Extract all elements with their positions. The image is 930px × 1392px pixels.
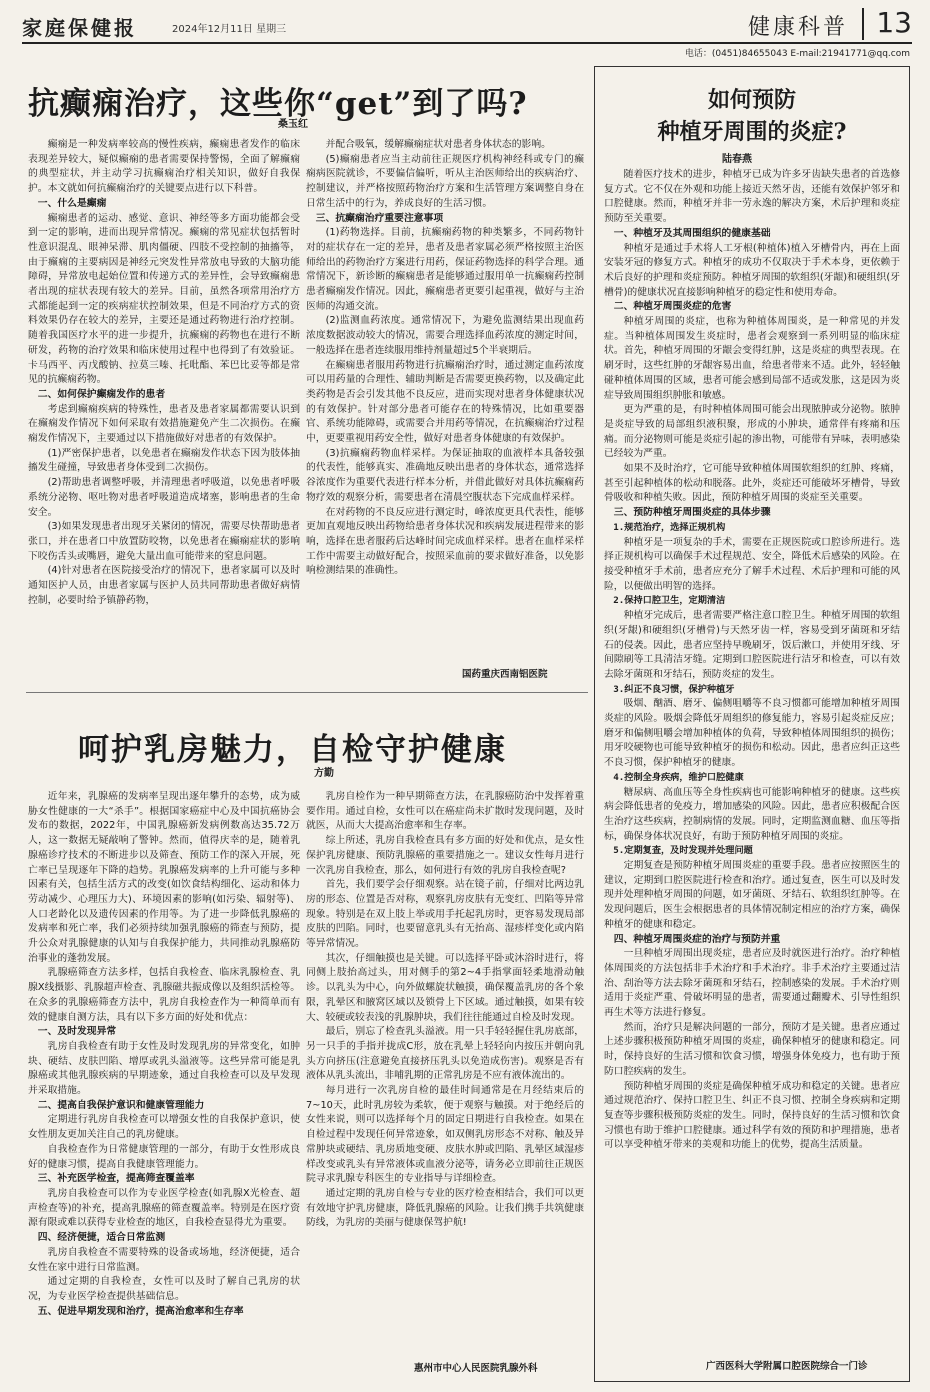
section-divider	[862, 8, 864, 40]
section-heading: 5.定期复查，及时发现并处理问题	[613, 845, 753, 857]
section-heading: 2.保持口腔卫生，定期清洁	[613, 595, 726, 607]
paragraph: 种植牙完成后，患者需要严格注意口腔卫生。种植牙周围的软组织(牙龈)和硬组织(牙槽骨)与天然牙齿一样，容易受到牙菌斑和牙结石的侵袭。因此，患者应坚持早晚刷牙，饭后漱口，并使用牙线、牙间隙刷等工具清洁牙缝。定期到口腔医院进行洁牙和检查，可以有效去除牙菌斑和牙结石，预防炎症的发生。	[604, 610, 900, 680]
article3-affiliation: 广西医科大学附属口腔医院综合一门诊	[706, 1361, 868, 1372]
section-heading: 1.规范治疗，选择正规机构	[613, 521, 726, 533]
paragraph: 然而，治疗只是解决问题的一部分，预防才是关键。患者应通过上述步骤积极预防种植牙周围的炎症，确保种植牙的健康和稳定。同时，保持良好的生活习惯和饮食习惯，增强身体免疫力，也有助于预防口腔疾病的发生。	[604, 1021, 900, 1077]
paragraph: 近年来，乳腺癌的发病率呈现出逐年攀升的态势，成为威胁女性健康的一大“杀手”。根据国家癌症中心及中国抗癌协会发布的数据，2022年，中国乳腺癌新发病例数高达35.72万人，这一数据无疑敲响了警钟。然而，值得庆幸的是，随着乳腺癌诊疗技术的不断进步以及筛查、预防工作的深入开展，死亡率已呈现逐年下降的趋势。乳腺癌发病率的上升可能与多种因素有关，包括生活方式的改变(如饮食结构细化、运动和体力劳动减少、心理压力大)、环境因素的影响(如污染、辐射等)、人口老龄化以及遗传因素的作用等。为了进一步降低乳腺癌的发病率和死亡率，我们必须持续加强乳腺癌的筛查与预防，提升公众对乳腺健康的认知与自我保护能力，共同推动乳腺癌防治事业的蓬勃发展。	[28, 791, 300, 964]
section-heading: 三、补充医学检查，提高筛查覆盖率	[37, 1173, 195, 1185]
article1-column-1	[28, 138, 300, 685]
paragraph: (2)帮助患者调整呼吸，并清理患者呼吸道，以免患者呼吸系统分泌物、呕吐物对患者呼吸道造成堵塞，影响患者的生命安全。	[28, 477, 300, 518]
paragraph: (3)如果发现患者出现牙关紧闭的情况，需要尽快帮助患者张口，并在患者口中放置防咬物，以免患者在癫痫症状的影响下咬伤舌头或嘴唇，避免大量出血可能带来的窒息问题。	[28, 521, 300, 562]
paragraph: 乳房自我检查可以作为专业医学检查(如乳腺X光检查、超声检查等)的补充，提高乳腺癌的筛查覆盖率。特别是在医疗资源有限或难以获得专业检查的地区，自我检查显得尤为重要。	[28, 1187, 300, 1229]
paragraph: 每月进行一次乳房自检的最佳时间通常是在月经结束后的7~10天，此时乳房较为柔软，便于观察与触摸。对于绝经后的女性来说，则可以选择每个月的固定日期进行自我检查。如果在自检过程中发现任何异常迹象，如双侧乳房形态不对称、触及异常肿块或硬结、乳房质地变硬、皮肤水肿或凹陷、乳晕区域湿疹样改变或乳头有异常液体或血液分泌等，请务必立即前往正规医院寻求乳腺专科医生的专业指导与详细检查。	[306, 1085, 584, 1185]
paragraph: 如果不及时治疗，它可能导致种植体周围软组织的红肿、疼痛，甚至引起种植体的松动和脱落。此外，炎症还可能破坏牙槽骨，导致骨吸收和种植失败。因此，预防种植牙周围的炎症至关重要。	[604, 463, 900, 504]
paragraph: 定期复查是预防种植牙周围炎症的重要手段。患者应按照医生的建议，定期到口腔医院进行检查和治疗。通过复查，医生可以及时发现并处理种植牙周围的问题，如牙菌斑、牙结石、软组织红肿等。在发现问题后，医生会根据患者的具体情况制定相应的治疗方案，确保种植牙的健康和稳定。	[604, 860, 900, 930]
article3-title-line1: 如何预防	[707, 87, 796, 113]
paragraph: 癫痫是一种发病率较高的慢性疾病，癫痫患者发作的临床表现差异较大，疑似癫痫的患者需要保持警惕，全面了解癫痫的典型症状，并主动学习抗癫痫治疗相关知识，做好自我保护。本文就如何抗癫痫治疗的关键要点进行以下科普。	[28, 139, 300, 195]
paragraph: 种植牙是一项复杂的手术，需要在正规医院或口腔诊所进行。选择正规机构可以确保手术过程规范、安全，降低术后感染的风险。在接受种植牙手术前，患者应充分了解手术过程、术后护理和可能的风险，以便做出明智的选择。	[604, 536, 900, 592]
paragraph: 在癫痫患者服用药物进行抗癫痫治疗时，通过测定血药浓度可以用药量的合理性、辅助判断是否需要更换药物，以及确定此类药物是否会引发其他不良反应，进而实现对患者身体健康状况的有效保护。针对部分患者可能存在的特殊情况，比如重要器官、系统功能障碍，或需要合并用药等情况，在抗癫痫治疗过程中，更要重视用药安全性，做好对患者身体健康的有效保护。	[306, 359, 584, 445]
paragraph: (1)严密保护患者，以免患者在癫痫发作状态下因为肢体抽搐发生碰撞，导致患者身体受到二次损伤。	[28, 447, 300, 474]
paragraph: 乳房自检作为一种早期筛查方法，在乳腺癌防治中发挥着重要作用。通过自检，女性可以在癌症尚未扩散时发现问题，及时就医，从而大大提高治愈率和生存率。	[306, 791, 584, 832]
paragraph: 在对药物的不良反应进行测定时，峰浓度更具代表性，能够更加直观地反映出药物给患者身体状况和疾病发展进程带来的影响，选择在患者服药后达峰时间完成血样采样。患者在血样采样工作中需要主动做好配合，按照采血前的要求做好准备，以免影响检测结果的准确性。	[306, 506, 584, 577]
article-separator	[26, 692, 588, 693]
paragraph: 糖尿病、高血压等全身性疾病也可能影响种植牙的健康。这些疾病会降低患者的免疫力，增加感染的风险。因此，患者应积极配合医生治疗这些疾病，控制病情的发展。同时，定期监测血糖、血压等指标，确保身体状况良好，有助于预防种植牙周围的炎症。	[604, 786, 900, 842]
paragraph: (4)针对患者在医院接受治疗的情况下，患者家属可以及时通知医护人员，由患者家属与医护人员共同帮助患者做好病情控制，必要时给予镇静药物，	[28, 565, 300, 606]
article1-author: 桑玉红	[278, 119, 308, 130]
paragraph: 定期进行乳房自我检查可以增强女性的自我保护意识，使女性朋友更加关注自己的乳房健康。	[28, 1114, 300, 1141]
section-heading: 3.纠正不良习惯，保护种植牙	[613, 683, 735, 695]
paragraph: 吸烟、酗酒、磨牙、偏侧咀嚼等不良习惯都可能增加种植牙周围炎症的风险。吸烟会降低牙周组织的修复能力，容易引起炎症反应；磨牙和偏侧咀嚼会增加种植体的负荷，导致种植体周围组织的损伤；用牙咬硬物也可能导致种植牙的损伤和松动。因此，患者应纠正这些不良习惯，保护种植牙的健康。	[604, 698, 900, 769]
newspaper-name: 家庭保健报	[22, 16, 137, 40]
article3-body	[604, 168, 900, 1348]
section-heading: 4.控制全身疾病，维护口腔健康	[613, 771, 744, 783]
paragraph: 自我检查作为日常健康管理的一部分，有助于女性形成良好的健康习惯，提高自我健康管理能力。	[28, 1143, 300, 1170]
section-heading: 一、种植牙及其周围组织的健康基础	[613, 227, 771, 239]
masthead	[22, 8, 912, 42]
contact-info: 电话：(0451)84655043 E-mail:21941771@qq.com	[684, 49, 910, 59]
paragraph: 种植牙是通过手术将人工牙根(种植体)植入牙槽骨内，再在上面安装牙冠的修复方式。种植牙的成功不仅取决于手术本身，更依赖于术后良好的护理和炎症预防。种植牙周围的软组织(牙龈)和硬组织(牙槽骨)的健康状况直接影响种植牙的稳定性和使用寿命。	[604, 242, 900, 298]
article2-title: 呵护乳房魅力，自检守护健康	[78, 732, 507, 768]
paragraph: 通过定期的自我检查，女性可以及时了解自己乳房的状况，为专业医学检查提供基础信息。	[28, 1276, 300, 1302]
paragraph: 种植牙周围的炎症，也称为种植体周围炎，是一种常见的并发症。当种植体周围发生炎症时，患者会观察到一系列明显的临床症状。首先，种植牙周围的牙龈会变得红肿，这是炎症的典型表现。在刷牙时，这些红肿的牙龈容易出血，给患者带来不适。此外，轻轻触碰种植体周围的区域，患者可能会感到局部不适或发胀，这是因为炎症导致周围组织肿胀和敏感。	[604, 316, 900, 401]
section-heading: 三、预防种植牙周围炎症的具体步骤	[613, 507, 771, 519]
paragraph: 一旦种植牙周围出现炎症，患者应及时就医进行治疗。治疗种植体周围炎的方法包括非手术治疗和手术治疗。非手术治疗主要通过洁治、刮治等方法去除牙菌斑和牙结石，控制感染的发展。手术治疗则适用于炎症严重、骨破坏明显的患者，需要通过翻瓣术、引导性组织再生术等方法进行修复。	[604, 948, 900, 1019]
paragraph: 乳房自我检查有助于女性及时发现乳房的异常变化，如肿块、硬结、皮肤凹陷、增厚或乳头溢液等。这些异常可能是乳腺癌或其他乳腺疾病的早期迹象，通过自我检查可以及早发现并采取措施。	[28, 1040, 300, 1097]
masthead-rule	[22, 42, 912, 44]
paragraph: 预防种植牙周围的炎症是确保种植牙成功和稳定的关键。患者应通过规范治疗、保持口腔卫生、纠正不良习惯、控制全身疾病和定期复查等步骤积极预防炎症的发生。同时，保持良好的生活习惯和饮食习惯也有助于维护口腔健康。通过科学有效的预防和护理措施，患者可以享受种植牙带来的美观和功能上的优势，提高生活质量。	[604, 1080, 900, 1151]
paragraph: 首先，我们要学会仔细观察。站在镜子前，仔细对比两边乳房的形态、位置是否对称，观察乳房皮肤有无变红、凹陷等异常现象。特别是在双上肢上举或用手托起乳房时，更容易发现局部皮肤的凹陷。同时，也要留意乳头有无抬高、湿疹样变化或内陷等异常情况。	[306, 879, 584, 950]
paragraph: 通过定期的乳房自检与专业的医疗检查相结合，我们可以更有效地守护乳房健康，降低乳腺癌的风险。让我们携手共筑健康防线，为乳房的美丽与健康保驾护航!	[306, 1187, 584, 1229]
paragraph: 考虑到癫痫疾病的特殊性，患者及患者家属都需要认识到在癫痫发作情况下如何采取有效措施避免产生二次损伤。在癫痫发作情况下，主要通过以下措施做好对患者的有效保护。	[28, 403, 300, 445]
paragraph: 并配合吸氧，缓解癫痫症状对患者身体状态的影响。	[325, 139, 551, 150]
paragraph: 癫痫患者的运动、感觉、意识、神经等多方面功能都会受到一定的影响，进而出现异常情况。癫痫的常见症状包括暂时性意识混乱、眼神呆滞、肌肉僵硬、四肢不受控制的抽搐等，由于癫痫的主要病因是神经元突发性异常放电导致的大脑功能障碍，异常放电起始位置和传递方式的差异性，会导致癫痫患者出现的症状表现有较大的差异。目前，虽然各项常用治疗方式都能起到一定的疾病症状控制效果，但是不同治疗方式的资料效果仍存在较大的差异，主要还是通过药物进行治疗控制。随着我国医疗水平的进一步提升，抗癫痫的药物也在进行不断研发，药物的治疗效果和临床使用过程中也得到了有效验证。卡马西平、丙戊酸钠、拉莫三嗪、托吡酯、苯巴比妥等都是常见的抗癫痫药物。	[28, 212, 300, 386]
article3-author: 陆春燕	[722, 154, 752, 165]
paragraph: 其次，仔细触摸也是关键。可以选择平卧或沐浴时进行，将同侧上肢抬高过头，用对侧手的第2~4手指掌面轻柔地滑动触诊。以乳头为中心，向外做螺旋状触摸，确保覆盖乳房的各个象限，乳晕区和腋窝区域以及锁骨上下区域。通过触摸，如果有较大、较硬或较表浅的乳腺肿块，我们往往能通过自检及时发现。	[306, 952, 584, 1023]
paragraph: (3)抗癫痫药物血样采样。为保证抽取的血液样本具备较强的代表性，能够真实、准确地反映出患者的身体状态，通常选择谷浓度作为重要代表进行样本分析，并借此做好对具体抗癫痫药物疗效的观察分析，需要患者在清晨空腹状态下完成血样采样。	[306, 447, 584, 503]
article2-column-2	[306, 790, 584, 1352]
section-heading: 三、抗癫痫治疗重要注意事项	[315, 212, 444, 224]
paragraph: (5)癫痫患者应当主动前往正规医疗机构神经科或专门的癫痫病医院就诊，不要偏信偏听，听从主治医师给出的疾病治疗、控制建议，并严格按照药物治疗方案和生活管理方案调整自身在日常生活中的行为，养成良好的生活习惯。	[306, 153, 584, 209]
paragraph: 最后，别忘了检查乳头溢液。用一只手轻轻握住乳房底部，另一只手的手指并拢成C形，放在乳晕上轻轻向内按压并朝向乳头方向挤压(注意避免直接挤压乳头以免造成伤害)。观察是否有液体从乳头流出，非哺乳期的正常乳房是不应有液体流出的。	[306, 1026, 584, 1082]
section-name: 健康科普	[747, 15, 848, 40]
section-heading: 二、提高自我保护意识和健康管理能力	[37, 1099, 205, 1111]
article3-title	[594, 84, 910, 148]
article3-title-line2: 种植牙周围的炎症?	[657, 119, 847, 145]
issue-date: 2024年12月11日 星期三	[172, 24, 287, 35]
paragraph: 乳房自我检查不需要特殊的设备或场地，经济便捷，适合女性在家中进行日常监测。	[28, 1246, 300, 1273]
article1-title: 抗癫痫治疗，这些你“get”到了吗?	[28, 86, 528, 122]
section-heading: 一、什么是癫痫	[37, 197, 107, 209]
section-heading: 一、及时发现异常	[37, 1026, 117, 1038]
paragraph: 综上所述，乳房自我检查具有多方面的好处和优点，是女性保护乳房健康、预防乳腺癌的重要措施之一。建议女性每月进行一次乳房自我检查，那么，如何进行有效的乳房自我检查呢?	[306, 835, 584, 876]
article1-affiliation: 国药重庆西南铝医院	[462, 669, 548, 680]
paragraph: 乳腺癌筛查方法多样，包括自我检查、临床乳腺检查、乳腺X线摄影、乳腺超声检查、乳腺磁共振成像以及组织活检等。在众多的乳腺癌筛查方法中，乳房自我检查作为一种简单而有效的健康自测方法，具有以下多方面的好处和优点：	[28, 967, 300, 1023]
paragraph: 更为严重的是，有时种植体周围可能会出现脓肿或分泌物。脓肿是炎症导致的局部组织液积聚，形成的小肿块，通常伴有疼痛和压痛。而分泌物则可能是炎症引起的渗出物，可能带有异味，表明感染已经较为严重。	[604, 404, 900, 460]
paragraph: 随着医疗技术的进步，种植牙已成为许多牙齿缺失患者的首选修复方式。它不仅在外观和功能上接近天然牙齿，还能有效保护邻牙和口腔健康。然而，种植牙并非一劳永逸的解决方案，术后护理和炎症预防至关重要。	[604, 169, 900, 225]
section-heading: 二、如何保护癫痫发作的患者	[37, 388, 166, 400]
section-heading: 四、种植牙周围炎症的治疗与预防并重	[613, 933, 781, 945]
paragraph: (2)监测血药浓度。通常情况下，为避免监测结果出现血药浓度数据波动较大的情况，需要合理选择血药浓度的测定时间，一般选择在患者连续服用维持剂量超过5个半衰期后。	[306, 315, 584, 356]
section-heading: 二、种植牙周围炎症的危害	[613, 301, 732, 313]
page-number: 13	[876, 6, 912, 39]
article1-column-2	[306, 138, 584, 661]
paragraph: (1)药物选择。目前，抗癫痫药物的种类繁多，不同药物针对的症状存在一定的差异，患者及患者家属必须严格按照主治医师给出的药物治疗方案进行用药，保证药物选择的科学合理。通常情况下，新诊断的癫痫患者是能够通过服用单一抗癫痫药控制患者癫痫发作情况。因此，癫痫患者更要引起重视，做好与主治医师的沟通交流。	[306, 227, 584, 312]
article2-author: 方勤	[314, 768, 334, 779]
article2-affiliation: 惠州市中心人民医院乳腺外科	[414, 1363, 538, 1374]
section-heading: 五、促进早期发现和治疗，提高治愈率和生存率	[37, 1305, 244, 1317]
section-heading: 四、经济便捷，适合日常监测	[37, 1232, 166, 1244]
article2-column-1	[28, 790, 300, 1386]
